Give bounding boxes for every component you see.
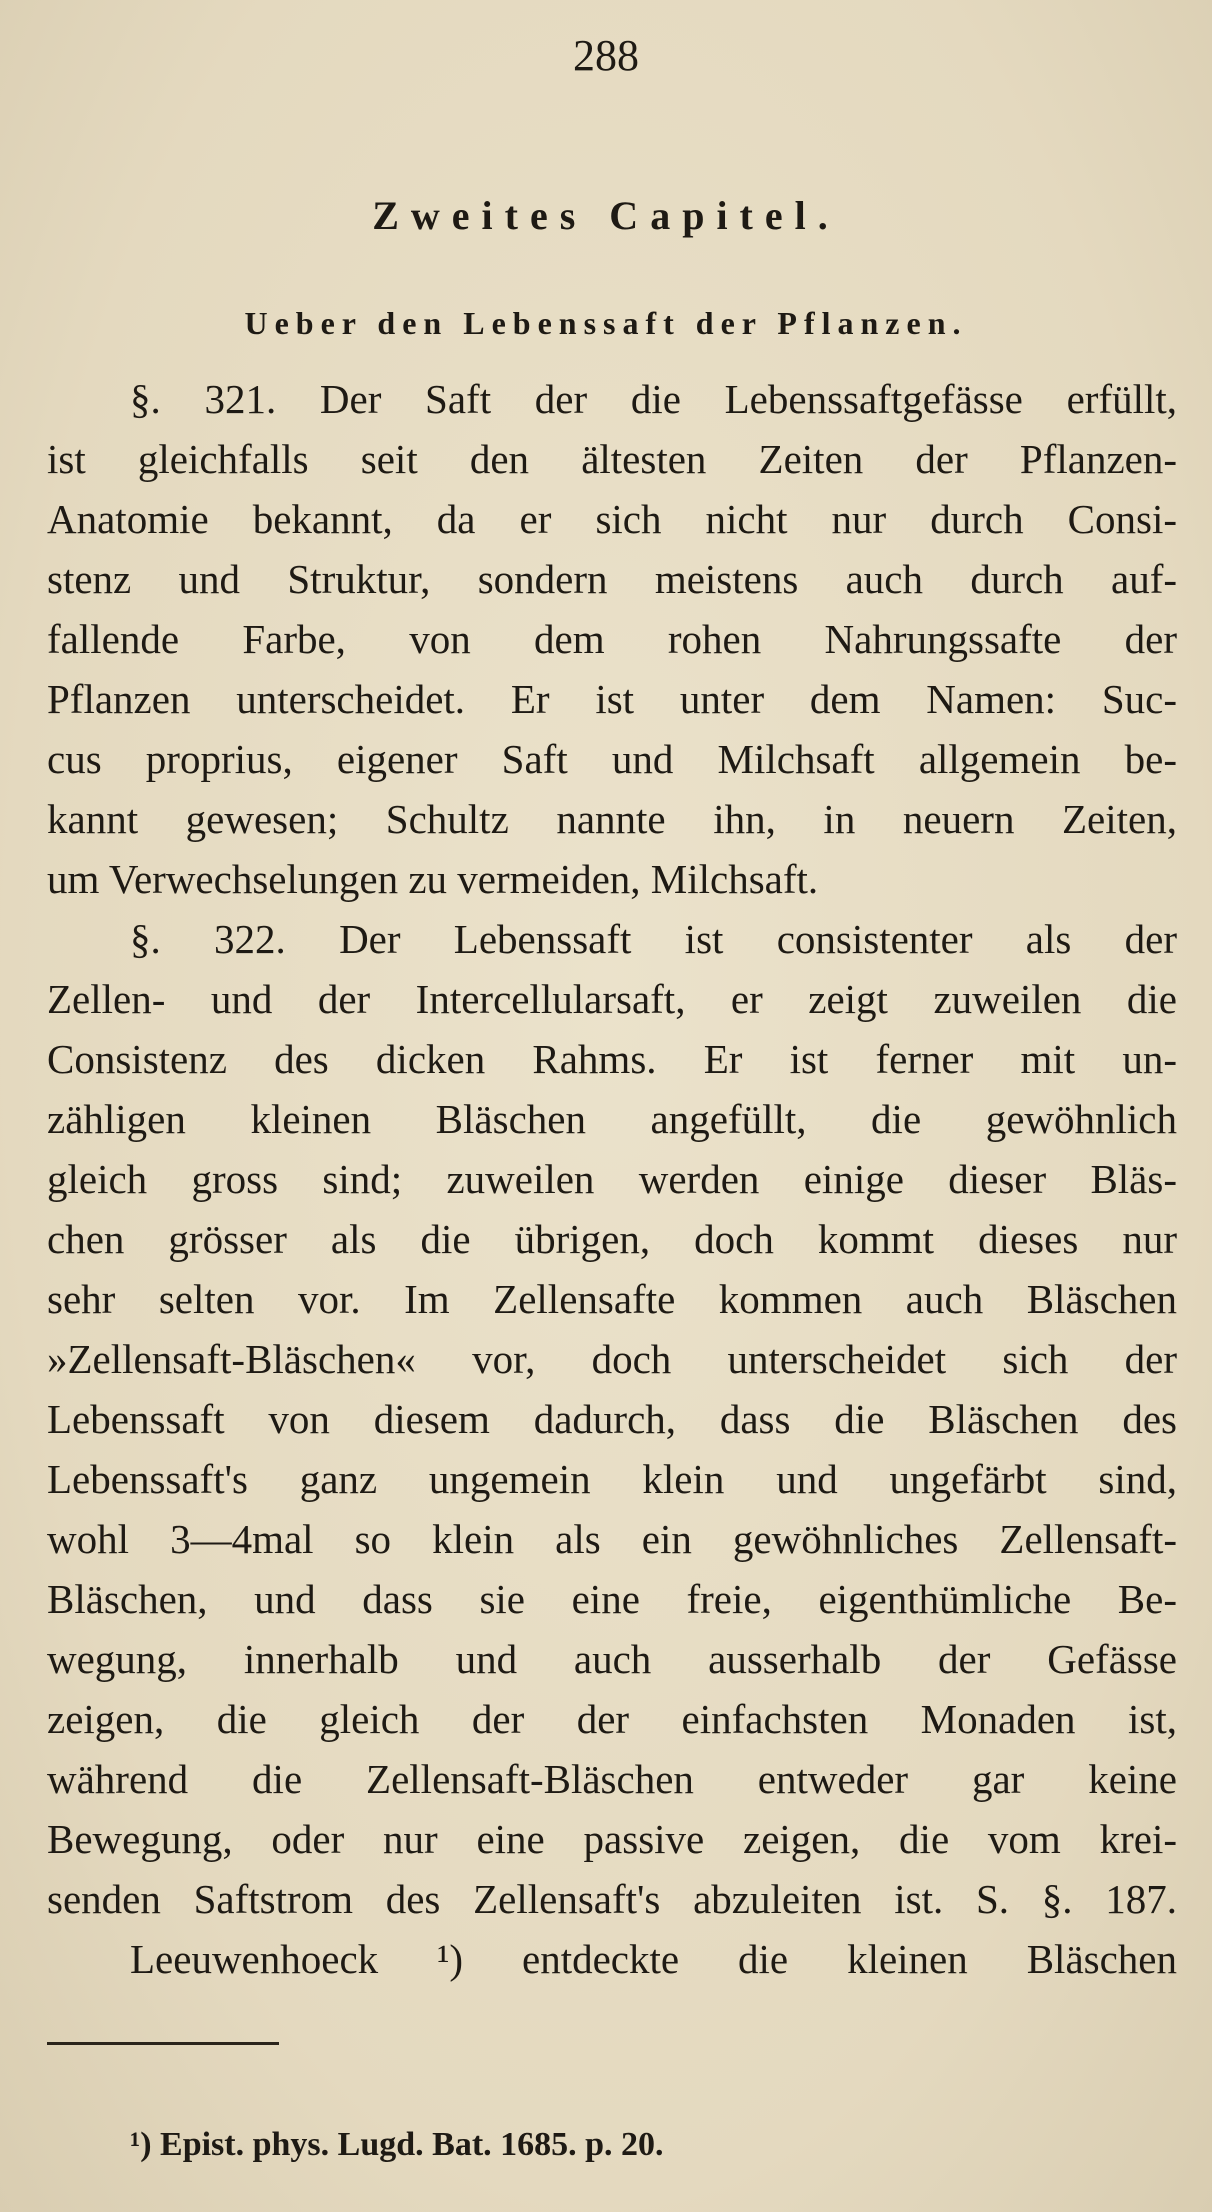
body-line: Lebenssaft's ganz ungemein klein und ungefärbt sind, <box>47 1456 1177 1502</box>
footnote-divider <box>47 2042 279 2045</box>
page-number: 288 <box>573 31 639 80</box>
body-line: fallende Farbe, von dem rohen Nahrungssafte der <box>47 616 1177 662</box>
body-line: stenz und Struktur, sondern meistens auch durch auf- <box>47 556 1177 602</box>
footnote: ¹) Epist. phys. Lugd. Bat. 1685. p. 20. <box>130 2126 664 2163</box>
body-line: gleich gross sind; zuweilen werden einige dieser Bläs- <box>47 1156 1177 1202</box>
body-line: ist gleichfalls seit den ältesten Zeiten der Pflanzen- <box>47 436 1177 482</box>
body-line: um Verwechselungen zu vermeiden, Milchsaft. <box>47 856 819 902</box>
body-line: senden Saftstrom des Zellensaft's abzuleiten ist. S. §. 187. <box>47 1876 1177 1922</box>
body-line: während die Zellensaft-Bläschen entweder gar keine <box>47 1756 1177 1802</box>
body-line: chen grösser als die übrigen, doch kommt dieses nur <box>47 1216 1177 1262</box>
body-line: §. 321. Der Saft der die Lebenssaftgefässe erfüllt, <box>130 376 1177 422</box>
body-line: sehr selten vor. Im Zellensafte kommen auch Bläschen <box>47 1276 1177 1322</box>
body-line: wohl 3—4mal so klein als ein gewöhnliches Zellensaft- <box>47 1516 1177 1562</box>
chapter-title: Zweites Capitel. <box>372 193 840 238</box>
body-line: wegung, innerhalb und auch ausserhalb der Gefässe <box>47 1636 1177 1682</box>
body-line: §. 322. Der Lebenssaft ist consistenter als der <box>130 916 1177 962</box>
section-title: Ueber den Lebenssaft der Pflanzen. <box>244 305 968 341</box>
body-line: cus proprius, eigener Saft und Milchsaft allgemein be- <box>47 736 1177 782</box>
body-line: Pflanzen unterscheidet. Er ist unter dem Namen: Suc- <box>47 676 1177 722</box>
body-line: Leeuwenhoeck ¹) entdeckte die kleinen Bläschen <box>130 1936 1177 1982</box>
body-line: Zellen- und der Intercellularsaft, er zeigt zuweilen die <box>47 976 1177 1022</box>
body-line: Anatomie bekannt, da er sich nicht nur durch Consi- <box>47 496 1177 542</box>
body-line: zeigen, die gleich der der einfachsten Monaden ist, <box>47 1696 1177 1742</box>
body-line: Bläschen, und dass sie eine freie, eigenthümliche Be- <box>47 1576 1177 1622</box>
body-line: Lebenssaft von diesem dadurch, dass die Bläschen des <box>47 1396 1177 1442</box>
body-line: Consistenz des dicken Rahms. Er ist ferner mit un- <box>47 1036 1177 1082</box>
body-line: »Zellensaft-Bläschen« vor, doch unterscheidet sich der <box>47 1336 1177 1382</box>
body-line: kannt gewesen; Schultz nannte ihn, in neuern Zeiten, <box>47 796 1177 842</box>
body-line: Bewegung, oder nur eine passive zeigen, die vom krei- <box>47 1816 1177 1862</box>
body-line: zähligen kleinen Bläschen angefüllt, die gewöhnlich <box>47 1096 1177 1142</box>
